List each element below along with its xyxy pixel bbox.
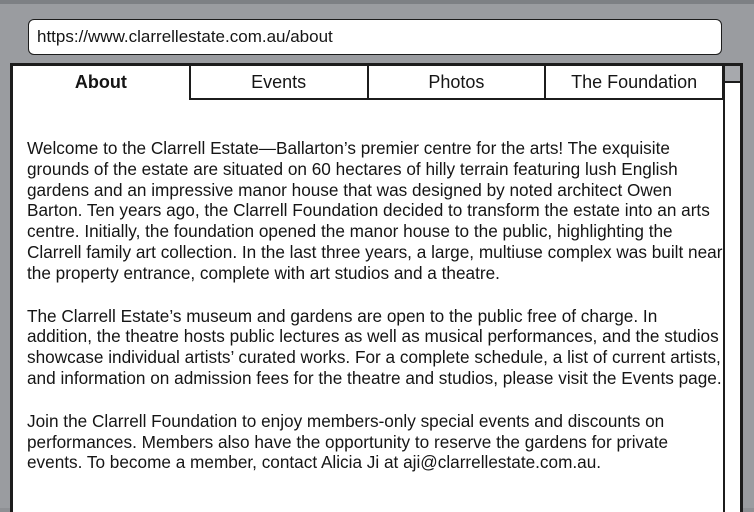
tab-events[interactable]: Events: [191, 66, 369, 100]
membership-paragraph: Join the Clarrell Foundation to enjoy members-only special events and discounts on performances. Members also have the opportunity to reserve the gardens for private events. To become a member, contact Alicia Ji at aji@clarrellestate.com.au.: [27, 410, 669, 473]
vertical-scrollbar[interactable]: [723, 66, 740, 512]
about-content: [27, 138, 723, 495]
tab-bar: [13, 66, 723, 100]
page-viewport: [10, 63, 743, 512]
address-bar[interactable]: [28, 19, 722, 55]
scroll-thumb[interactable]: [725, 66, 740, 83]
url-text: https://www.clarrellestate.com.au/about: [37, 27, 333, 46]
tab-about[interactable]: About: [13, 66, 191, 100]
tab-the-foundation[interactable]: The Foundation: [546, 66, 723, 100]
museum-paragraph: The Clarrell Estate’s museum and gardens are open to the public free of charge. In addition, the theatre hosts public lectures as well as musical performances, and the studios showcase individual artists’ curated works. For a complete schedule, a list of current artists, and information on admission fees for the theatre and studios, please visit the Events page.: [27, 305, 722, 388]
intro-paragraph: Welcome to the Clarrell Estate—Ballarton’s premier centre for the arts! The exquisite grounds of the estate are situated on 60 hectares of hilly terrain featuring lush English gardens and an impressive manor house that was designed by noted architect Owen Barton. Ten years ago, the Clarrell Foundation decided to transform the estate into an arts centre. Initially, the foundation opened the manor house to the public, highlighting the Clarrell family art collection. In the last three years, a large, multiuse complex was built near the property entrance, complete with art studios and a theatre.: [27, 138, 723, 283]
tab-photos[interactable]: Photos: [369, 66, 547, 100]
